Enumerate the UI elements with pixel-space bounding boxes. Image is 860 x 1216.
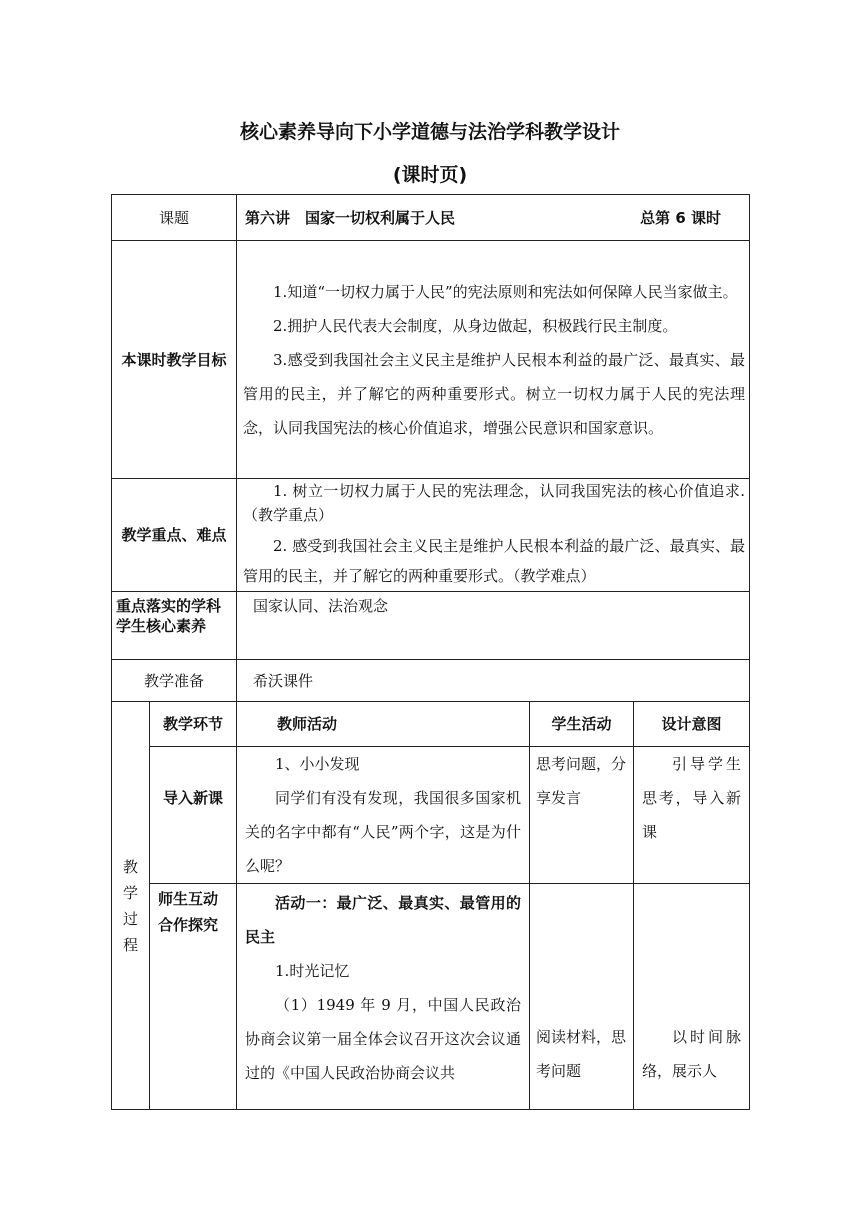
stage-explore: 师生互动合作探究 bbox=[150, 884, 237, 1110]
student-intro: 思考问题，分享发言 bbox=[530, 747, 634, 884]
goal-item-1: 1.知道“一切权力属于人民”的宪法原则和宪法如何保障人民当家做主。 bbox=[273, 282, 738, 301]
header-teacher: 教师活动 bbox=[237, 702, 530, 747]
lesson-cell bbox=[237, 195, 750, 241]
goal-item-3: 3.感受到我国社会主义民主是维护人民根本利益的最广泛、最真实、最管用的民主，并了解它的两种重要形式。树立一切权力属于人民的宪法理念，认同我国宪法的核心价值追求，增强公民意识和国家意识。 bbox=[243, 350, 746, 437]
focus-label: 教学重点、难点 bbox=[112, 479, 237, 592]
lesson-total: 总第 6 课时 bbox=[640, 208, 722, 227]
document-title: 核心素养导向下小学道德与法治学科教学设计 bbox=[239, 121, 620, 143]
teacher-explore-line-2: （1）1949 年 9 月，中国人民政治协商会议第一届全体会议召开这次会议通过的《中国人民政治协商会议共 bbox=[245, 996, 522, 1082]
header-stage: 教学环节 bbox=[150, 702, 237, 747]
teacher-explore bbox=[237, 884, 530, 1110]
prep-label: 教学准备 bbox=[112, 660, 237, 702]
teacher-intro-line-1: 1、小小发现 bbox=[275, 755, 360, 773]
process-side-label: 教学过程 bbox=[112, 702, 150, 1110]
goals-content bbox=[237, 241, 750, 479]
goals-label: 本课时教学目标 bbox=[112, 241, 237, 479]
focus-item-2: 2. 感受到我国社会主义民主是维护人民根本利益的最广泛、最真实、最管用的民主，并了解它的两种重要形式。（教学难点） bbox=[243, 537, 746, 585]
stage-intro: 导入新课 bbox=[150, 747, 237, 884]
intent-intro: 引导学生思考，导入新课 bbox=[634, 747, 750, 884]
teacher-intro bbox=[237, 747, 530, 884]
header-intent: 设计意图 bbox=[634, 702, 750, 747]
teacher-explore-line-1: 1.时光记忆 bbox=[275, 962, 350, 980]
teacher-intro-line-2: 同学们有没有发现，我国很多国家机关的名字中都有“人民”两个字，这是为什么呢？ bbox=[245, 789, 522, 875]
lesson-label: 课题 bbox=[112, 195, 237, 241]
activity-one-heading: 活动一：最广泛、最真实、最管用的民主 bbox=[245, 894, 522, 946]
header-student: 学生活动 bbox=[530, 702, 634, 747]
goal-item-2: 2.拥护人民代表大会制度，从身边做起，积极践行民主制度。 bbox=[273, 316, 678, 335]
document-subtitle: (课时页) bbox=[392, 164, 468, 186]
lesson-name: 第六讲 国家一切权利属于人民 bbox=[245, 208, 456, 227]
literacy-label: 重点落实的学科学生核心素养 bbox=[112, 592, 237, 660]
lesson-design-table bbox=[111, 194, 750, 1110]
intent-explore: 以时间脉络，展示人 bbox=[634, 884, 750, 1110]
literacy-value: 国家认同、法治观念 bbox=[237, 592, 750, 660]
prep-value: 希沃课件 bbox=[237, 660, 750, 702]
student-explore: 阅读材料，思考问题 bbox=[530, 884, 634, 1110]
focus-content bbox=[237, 479, 750, 592]
focus-item-1: 1. 树立一切权力属于人民的宪法理念，认同我国宪法的核心价值追求.（教学重点） bbox=[243, 482, 746, 524]
